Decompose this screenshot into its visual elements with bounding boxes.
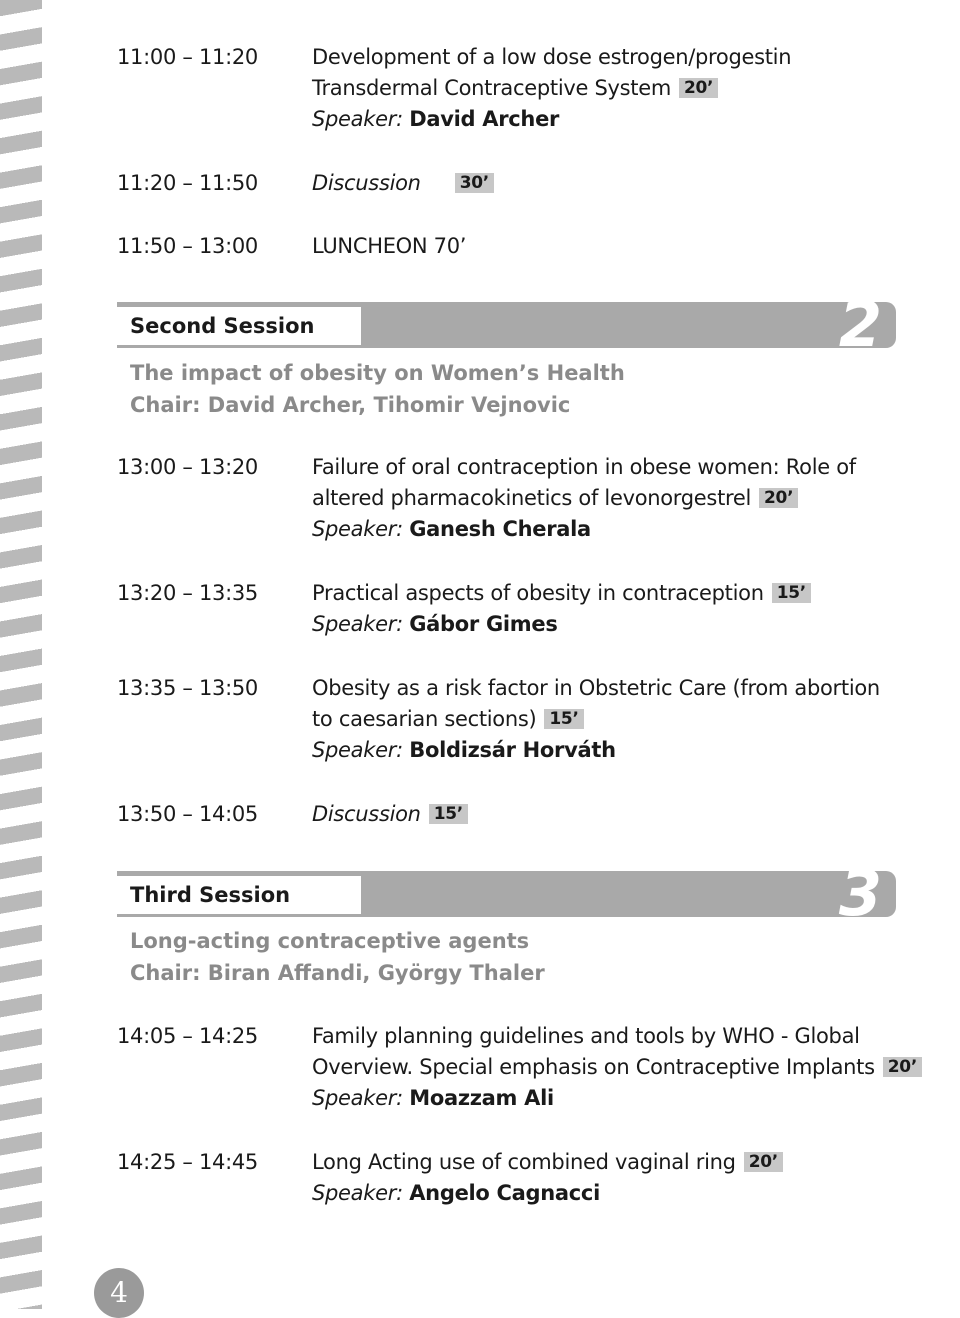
duration-badge: 15’ xyxy=(429,804,468,824)
time-slot: 13:20 – 13:35 xyxy=(117,581,258,605)
speaker-label: Speaker: xyxy=(312,1086,403,1110)
session-info xyxy=(130,925,545,989)
talk-details xyxy=(312,1021,917,1114)
speaker-label: Speaker: xyxy=(312,1181,403,1205)
talk-details xyxy=(312,1147,912,1209)
speaker-label: Speaker: xyxy=(312,107,403,131)
talk-details xyxy=(312,42,912,135)
talk-title-line: altered pharmacokinetics of levonorgestrel xyxy=(312,486,752,510)
discussion-details xyxy=(312,799,912,830)
speaker-name: Angelo Cagnacci xyxy=(409,1181,600,1205)
session-title: The impact of obesity on Women’s Health xyxy=(130,361,625,385)
session-title: Long-acting contraceptive agents xyxy=(130,929,530,953)
session-info xyxy=(130,357,625,421)
duration-badge: 15’ xyxy=(544,709,583,729)
talk-title-line: Family planning guidelines and tools by WHO - Global xyxy=(312,1024,860,1048)
duration-badge: 20’ xyxy=(759,488,798,508)
luncheon-details xyxy=(312,231,912,262)
session-label: Second Session xyxy=(130,314,315,338)
time-slot: 13:00 – 13:20 xyxy=(117,455,258,479)
session-label-box xyxy=(117,876,361,914)
session-chair: Chair: David Archer, Tihomir Vejnovic xyxy=(130,393,571,417)
talk-details xyxy=(312,673,912,766)
duration-badge: 20’ xyxy=(679,78,718,98)
session-header-bar xyxy=(117,857,896,930)
talk-details xyxy=(312,452,912,545)
speaker-label: Speaker: xyxy=(312,738,403,762)
talk-title-line: Failure of oral contraception in obese women: Role of xyxy=(312,455,856,479)
time-slot: 14:25 – 14:45 xyxy=(117,1150,258,1174)
discussion-label: Discussion xyxy=(312,171,421,195)
session-label-box xyxy=(117,307,361,345)
duration-badge: 20’ xyxy=(883,1057,922,1077)
discussion-details xyxy=(312,168,912,199)
speaker-name: Ganesh Cherala xyxy=(409,517,591,541)
duration-badge: 20’ xyxy=(744,1152,783,1172)
time-slot: 14:05 – 14:25 xyxy=(117,1024,258,1048)
talk-details xyxy=(312,578,912,640)
talk-title-line: to caesarian sections) xyxy=(312,707,537,731)
time-slot: 11:50 – 13:00 xyxy=(117,234,258,258)
speaker-label: Speaker: xyxy=(312,612,403,636)
session-chair: Chair: Biran Affandi, György Thaler xyxy=(130,961,545,985)
session-number: 2 xyxy=(838,288,882,361)
page-number: 4 xyxy=(110,1276,128,1309)
time-slot: 11:20 – 11:50 xyxy=(117,171,258,195)
session-header-bar xyxy=(117,288,896,361)
time-slot: 13:50 – 14:05 xyxy=(117,802,258,826)
talk-title-line: Obesity as a risk factor in Obstetric Care (from abortion xyxy=(312,676,880,700)
time-slot: 11:00 – 11:20 xyxy=(117,45,258,69)
discussion-label: Discussion xyxy=(312,802,421,826)
talk-title-line: Long Acting use of combined vaginal ring xyxy=(312,1150,736,1174)
decorative-stripe-margin xyxy=(0,0,42,1309)
session-number: 3 xyxy=(838,857,882,930)
time-slot: 13:35 – 13:50 xyxy=(117,676,258,700)
luncheon-label: LUNCHEON 70’ xyxy=(312,234,467,258)
speaker-label: Speaker: xyxy=(312,517,403,541)
duration-badge: 30’ xyxy=(455,173,494,193)
speaker-name: Gábor Gimes xyxy=(409,612,558,636)
session-label: Third Session xyxy=(130,883,291,907)
speaker-name: Boldizsár Horváth xyxy=(409,738,616,762)
talk-title-line: Transdermal Contraceptive System xyxy=(312,76,671,100)
speaker-name: David Archer xyxy=(409,107,560,131)
duration-badge: 15’ xyxy=(772,583,811,603)
talk-title-line: Practical aspects of obesity in contraception xyxy=(312,581,764,605)
talk-title-line: Overview. Special emphasis on Contraceptive Implants xyxy=(312,1055,875,1079)
speaker-name: Moazzam Ali xyxy=(409,1086,554,1110)
talk-title-line: Development of a low dose estrogen/progestin xyxy=(312,45,792,69)
